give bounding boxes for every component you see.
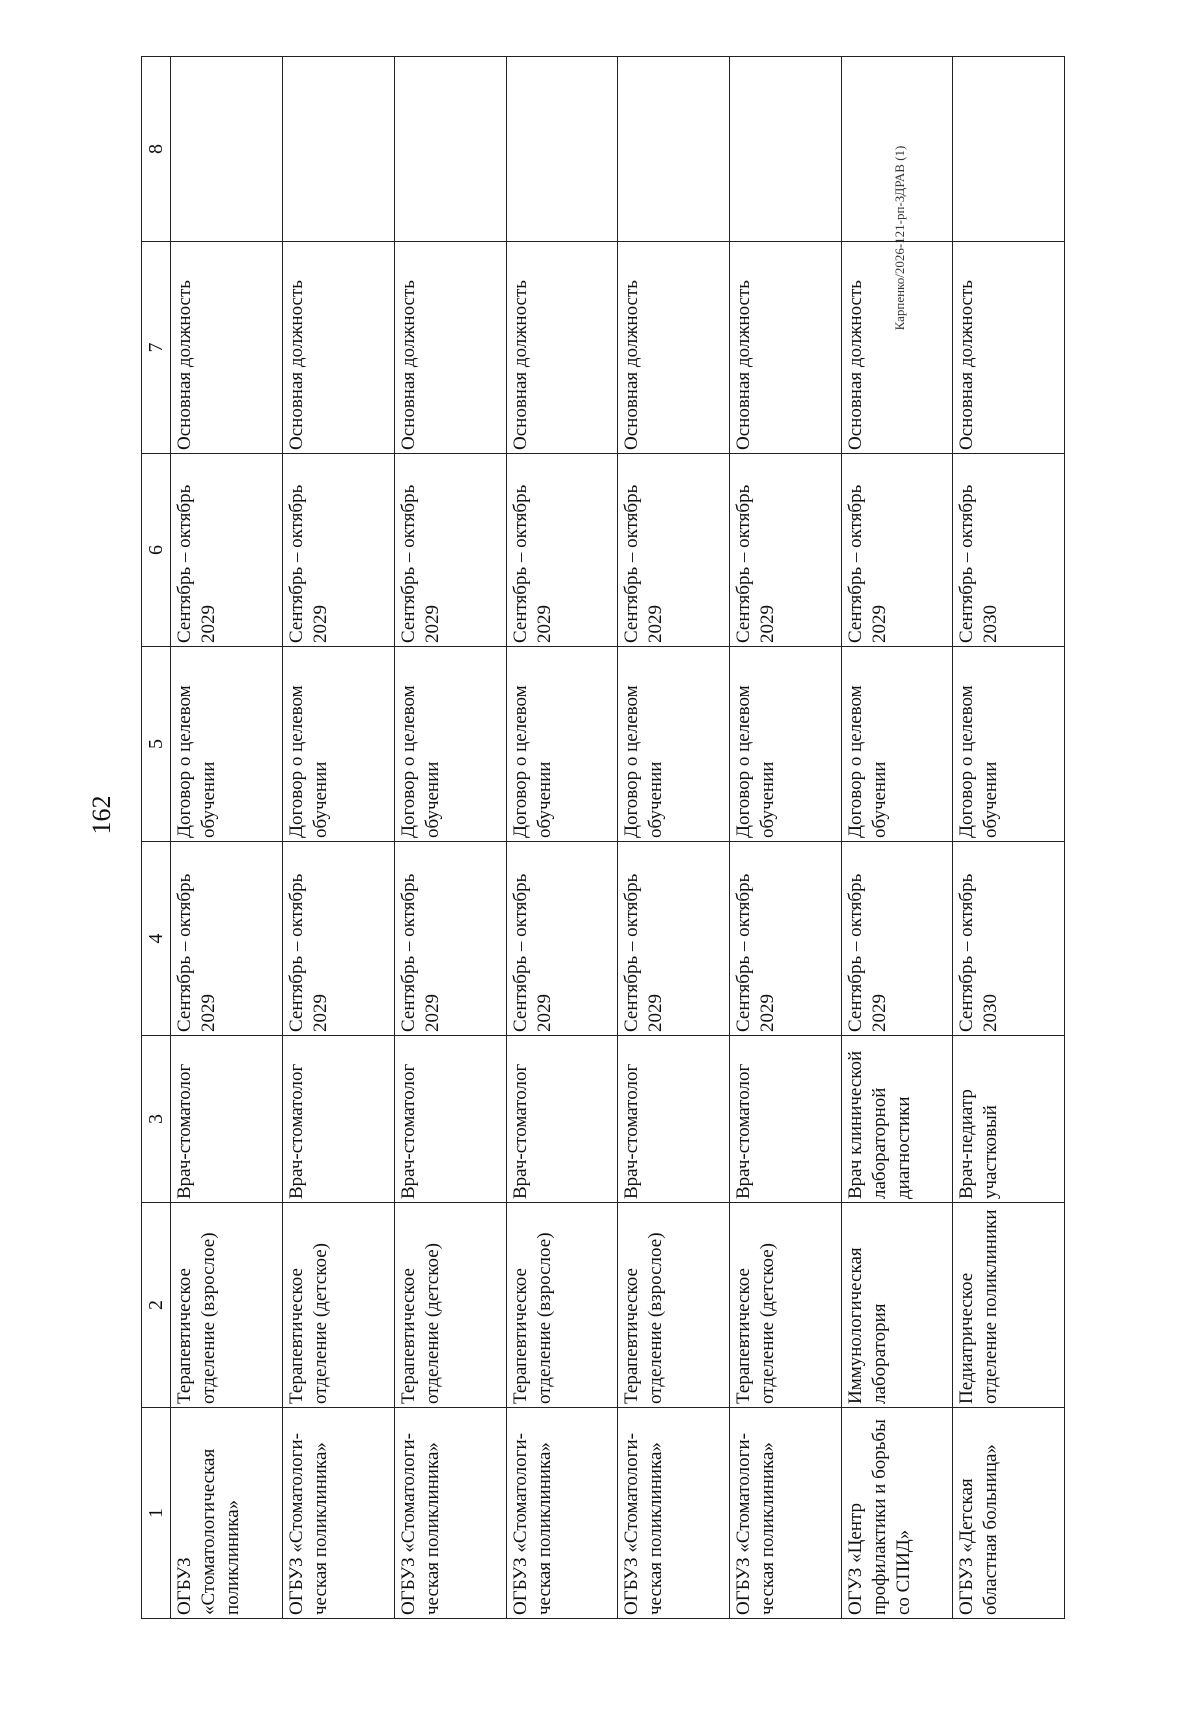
position-type-cell: Основная должность [729, 242, 841, 454]
period-cell: Сентябрь – октябрь 2029 [283, 842, 395, 1036]
basis-cell: Договор о целевом обучении [394, 647, 506, 842]
position-type-cell: Основная должность [506, 242, 618, 454]
column-number: 1 [142, 1408, 171, 1619]
organization-cell: ОГБУЗ «Стоматологи-ческая поликлиника» [506, 1408, 618, 1619]
basis-cell: Договор о целевом обучении [953, 647, 1065, 842]
department-cell: Терапевтическое отделение (детское) [394, 1203, 506, 1408]
basis-cell: Договор о целевом обучении [841, 647, 953, 842]
note-cell [506, 57, 618, 242]
department-cell: Терапевтическое отделение (детское) [729, 1203, 841, 1408]
organization-cell: ОГУЗ «Центр профилактики и борьбы со СПИД» [841, 1408, 953, 1619]
start-date-cell: Сентябрь – октябрь 2030 [953, 454, 1065, 647]
table-row [506, 57, 618, 1619]
position-cell: Врач клинической лабораторной диагностики [841, 1036, 953, 1203]
document-code: Карпенко/2026-121-рп-ЗДРАВ (1) [892, 145, 907, 331]
table-row [283, 57, 395, 1619]
organization-cell: ОГБУЗ «Детская областная больница» [953, 1408, 1065, 1619]
period-cell: Сентябрь – октябрь 2030 [953, 842, 1065, 1036]
table-row [171, 57, 283, 1619]
department-cell: Терапевтическое отделение (взрослое) [171, 1203, 283, 1408]
note-cell [283, 57, 395, 242]
rotated-table-container [141, 57, 1065, 1619]
period-cell: Сентябрь – октябрь 2029 [841, 842, 953, 1036]
note-cell [841, 57, 953, 242]
start-date-cell: Сентябрь – октябрь 2029 [841, 454, 953, 647]
position-type-cell: Основная должность [171, 242, 283, 454]
column-number: 3 [142, 1036, 171, 1203]
period-cell: Сентябрь – октябрь 2029 [729, 842, 841, 1036]
position-cell: Врач-стоматолог [171, 1036, 283, 1203]
column-number: 7 [142, 242, 171, 454]
position-type-cell: Основная должность [953, 242, 1065, 454]
organization-cell: ОГБУЗ «Стоматологи-ческая поликлиника» [729, 1408, 841, 1619]
table-row [394, 57, 506, 1619]
position-type-cell: Основная должность [283, 242, 395, 454]
table-row [618, 57, 730, 1619]
position-type-cell: Основная должность [618, 242, 730, 454]
department-cell: Терапевтическое отделение (детское) [283, 1203, 395, 1408]
note-cell [171, 57, 283, 242]
column-number-row [142, 57, 171, 1619]
basis-cell: Договор о целевом обучении [729, 647, 841, 842]
period-cell: Сентябрь – октябрь 2029 [171, 842, 283, 1036]
basis-cell: Договор о целевом обучении [283, 647, 395, 842]
position-cell: Врач-педиатр участковый [953, 1036, 1065, 1203]
position-cell: Врач-стоматолог [283, 1036, 395, 1203]
start-date-cell: Сентябрь – октябрь 2029 [283, 454, 395, 647]
start-date-cell: Сентябрь – октябрь 2029 [394, 454, 506, 647]
organization-cell: ОГБУЗ «Стоматологическая поликлиника» [171, 1408, 283, 1619]
department-cell: Педиатрическое отделение поликлиники [953, 1203, 1065, 1408]
organization-cell: ОГБУЗ «Стоматологи-ческая поликлиника» [283, 1408, 395, 1619]
start-date-cell: Сентябрь – октябрь 2029 [506, 454, 618, 647]
position-type-cell: Основная должность [394, 242, 506, 454]
note-cell [729, 57, 841, 242]
position-cell: Врач-стоматолог [618, 1036, 730, 1203]
department-cell: Терапевтическое отделение (взрослое) [506, 1203, 618, 1408]
page-number: 162 [87, 795, 116, 835]
period-cell: Сентябрь – октябрь 2029 [394, 842, 506, 1036]
basis-cell: Договор о целевом обучении [618, 647, 730, 842]
basis-cell: Договор о целевом обучении [506, 647, 618, 842]
staffing-table [141, 56, 1065, 1619]
organization-cell: ОГБУЗ «Стоматологи-ческая поликлиника» [394, 1408, 506, 1619]
table-row [729, 57, 841, 1619]
basis-cell: Договор о целевом обучении [171, 647, 283, 842]
start-date-cell: Сентябрь – октябрь 2029 [171, 454, 283, 647]
column-number: 6 [142, 454, 171, 647]
column-number: 5 [142, 647, 171, 842]
column-number: 8 [142, 57, 171, 242]
note-cell [394, 57, 506, 242]
period-cell: Сентябрь – октябрь 2029 [506, 842, 618, 1036]
start-date-cell: Сентябрь – октябрь 2029 [729, 454, 841, 647]
start-date-cell: Сентябрь – октябрь 2029 [618, 454, 730, 647]
position-type-cell: Основная должность [841, 242, 953, 454]
position-cell: Врач-стоматолог [506, 1036, 618, 1203]
period-cell: Сентябрь – октябрь 2029 [618, 842, 730, 1036]
department-cell: Терапевтическое отделение (взрослое) [618, 1203, 730, 1408]
table-row [953, 57, 1065, 1619]
position-cell: Врач-стоматолог [394, 1036, 506, 1203]
position-cell: Врач-стоматолог [729, 1036, 841, 1203]
note-cell [618, 57, 730, 242]
department-cell: Иммунологическая лаборатория [841, 1203, 953, 1408]
column-number: 2 [142, 1203, 171, 1408]
note-cell [953, 57, 1065, 242]
rotated-table [141, 57, 1065, 1619]
table-row [841, 57, 953, 1619]
organization-cell: ОГБУЗ «Стоматологи-ческая поликлиника» [618, 1408, 730, 1619]
column-number: 4 [142, 842, 171, 1036]
